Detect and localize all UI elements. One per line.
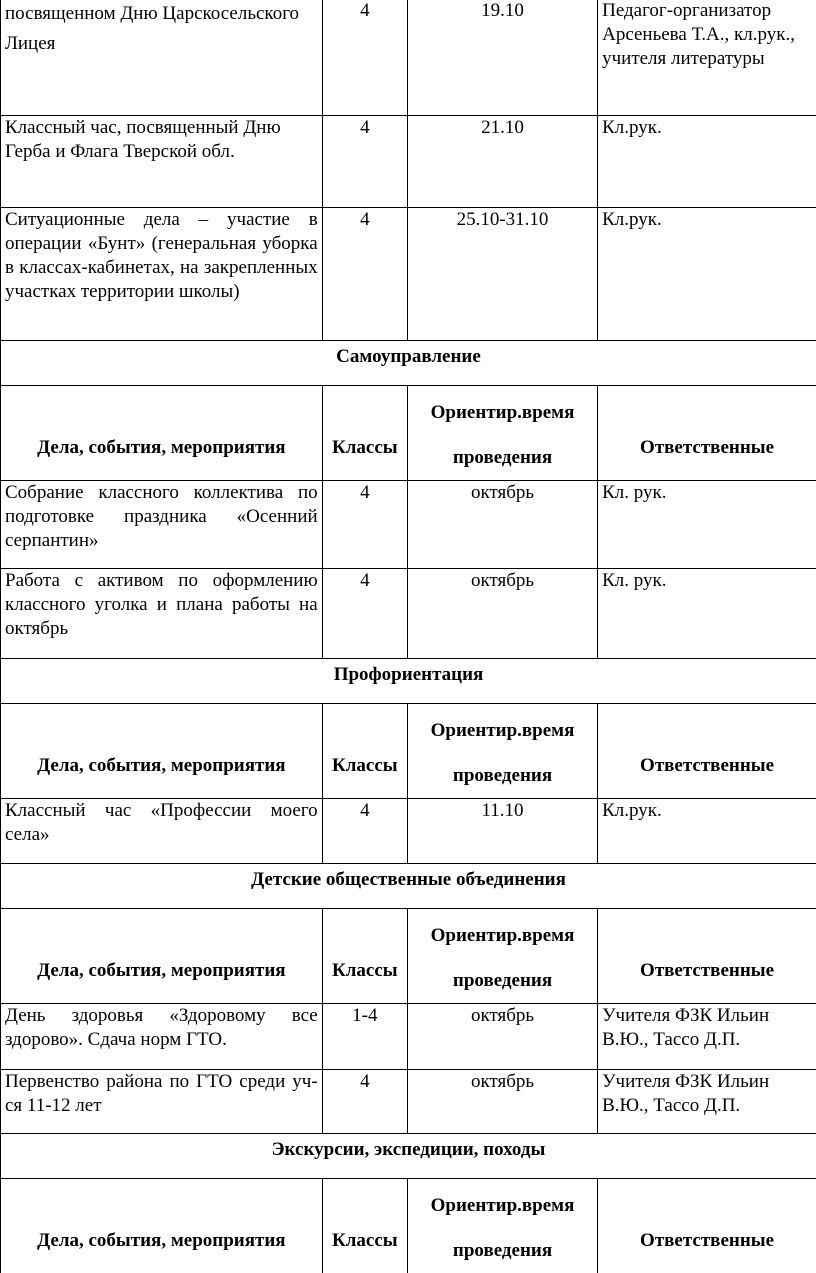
header-time: Ориентир.время проведения <box>407 704 597 799</box>
date-cell: октябрь <box>407 481 597 569</box>
header-classes: Классы <box>322 386 407 481</box>
header-classes: Классы <box>322 909 407 1004</box>
classes-cell: 4 <box>322 569 407 659</box>
header-time: Ориентир.время проведения <box>407 1179 597 1273</box>
classes-cell: 4 <box>322 1070 407 1134</box>
header-classes: Классы <box>322 1179 407 1273</box>
responsible-cell: Кл.рук. <box>598 116 816 208</box>
table-row <box>1 1070 816 1134</box>
header-row <box>1 1179 816 1273</box>
responsible-cell: Педагог-организатор Арсеньева Т.А., кл.рук., учителя литературы <box>598 0 816 116</box>
date-cell: октябрь <box>407 1004 597 1070</box>
table-row <box>1 569 816 659</box>
event-cell: Работа с активом по оформлению классного уголка и плана работы на октябрь <box>1 569 323 659</box>
section-row <box>1 1134 816 1179</box>
date-cell: 25.10-31.10 <box>407 208 597 341</box>
section-title: Профориентация <box>1 659 816 704</box>
date-cell: октябрь <box>407 569 597 659</box>
section-title: Самоуправление <box>1 341 816 386</box>
section-row <box>1 864 816 909</box>
table-row <box>1 1004 816 1070</box>
event-cell: Классный час, посвященный Дню Герба и Флага Тверской обл. <box>1 116 323 208</box>
header-time: Ориентир.время проведения <box>407 909 597 1004</box>
header-events: Дела, события, мероприятия <box>1 704 323 799</box>
classes-cell: 4 <box>322 799 407 864</box>
header-responsible: Ответственные <box>598 704 816 799</box>
header-row <box>1 909 816 1004</box>
section-row <box>1 659 816 704</box>
header-responsible: Ответственные <box>598 1179 816 1273</box>
header-classes: Классы <box>322 704 407 799</box>
header-events: Дела, события, мероприятия <box>1 1179 323 1273</box>
event-cell: Собрание классного коллектива по подготовке праздника «Осенний серпантин» <box>1 481 323 569</box>
table-row <box>1 481 816 569</box>
section-title: Детские общественные объединения <box>1 864 816 909</box>
classes-cell: 4 <box>322 0 407 116</box>
header-events: Дела, события, мероприятия <box>1 909 323 1004</box>
event-cell: Классный час «Профессии моего села» <box>1 799 323 864</box>
responsible-cell: Кл.рук. <box>598 799 816 864</box>
event-cell: посвященном Дню Царскосельского Лицея <box>1 0 323 116</box>
table-row <box>1 799 816 864</box>
date-cell: 19.10 <box>407 0 597 116</box>
header-events: Дела, события, мероприятия <box>1 386 323 481</box>
date-cell: 21.10 <box>407 116 597 208</box>
responsible-cell: Учителя ФЗК Ильин В.Ю., Тассо Д.П. <box>598 1070 816 1134</box>
responsible-cell: Кл.рук. <box>598 208 816 341</box>
responsible-cell: Кл. рук. <box>598 481 816 569</box>
classes-cell: 4 <box>322 116 407 208</box>
event-cell: День здоровья «Здоровому все здорово». Сдача норм ГТО. <box>1 1004 323 1070</box>
event-cell: Первенство района по ГТО среди уч-ся 11-12 лет <box>1 1070 323 1134</box>
classes-cell: 4 <box>322 208 407 341</box>
table-row <box>1 116 816 208</box>
date-cell: октябрь <box>407 1070 597 1134</box>
header-row <box>1 386 816 481</box>
header-time: Ориентир.время проведения <box>407 386 597 481</box>
responsible-cell: Кл. рук. <box>598 569 816 659</box>
table-row <box>1 0 816 116</box>
header-responsible: Ответственные <box>598 386 816 481</box>
header-row <box>1 704 816 799</box>
section-row <box>1 341 816 386</box>
responsible-cell: Учителя ФЗК Ильин В.Ю., Тассо Д.П. <box>598 1004 816 1070</box>
section-title: Экскурсии, экспедиции, походы <box>1 1134 816 1179</box>
classes-cell: 4 <box>322 481 407 569</box>
date-cell: 11.10 <box>407 799 597 864</box>
table-row <box>1 208 816 341</box>
classes-cell: 1-4 <box>322 1004 407 1070</box>
header-responsible: Ответственные <box>598 909 816 1004</box>
event-cell: Ситуационные дела – участие в операции «Бунт» (генеральная уборка в классах-кабинетах, на закрепленных участках территории школы) <box>1 208 323 341</box>
